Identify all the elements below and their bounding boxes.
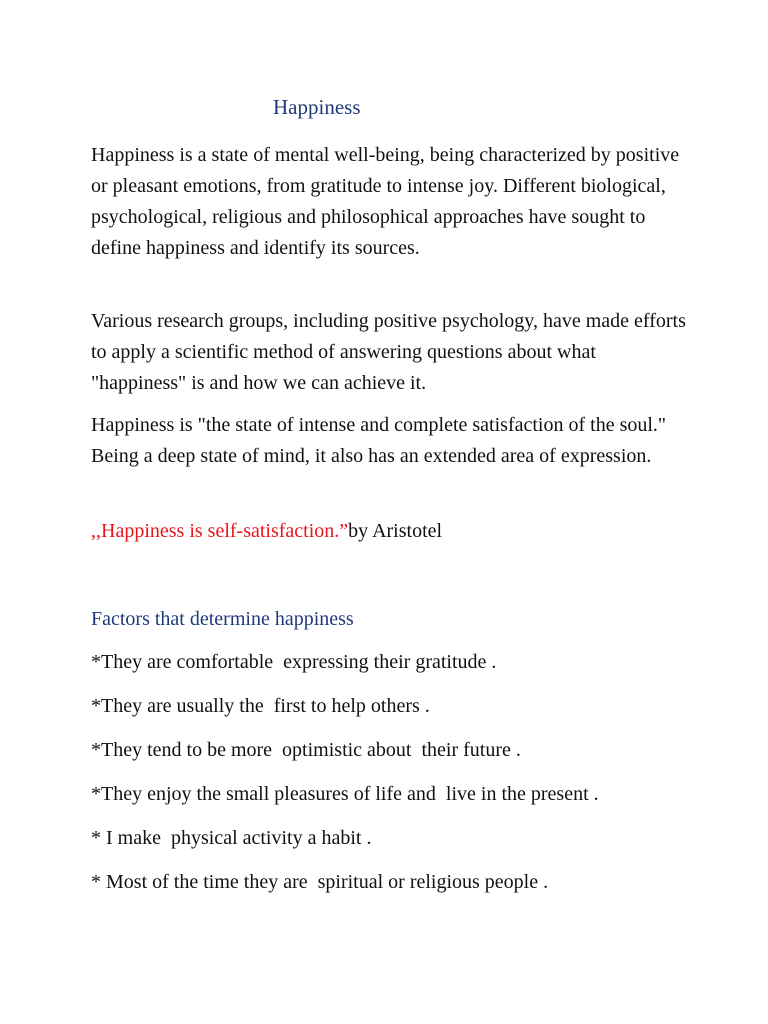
paragraph-definition: Happiness is a state of mental well-being, being characterized by positive or pleasant emotions, from gratitude to intense joy. Different biological, psychological, religious and philosophical approaches have sought to define happiness and identify its sources. <box>91 144 680 259</box>
factor-item: *They enjoy the small pleasures of life and live in the present . <box>91 783 599 805</box>
document-title: Happiness <box>273 95 361 119</box>
factor-item: * I make physical activity a habit . <box>91 827 372 849</box>
factor-item: *They tend to be more optimistic about their future . <box>91 739 521 761</box>
quote-attribution: by Aristotel <box>348 520 443 542</box>
quote-text: ,,Happiness is self-satisfaction.” <box>91 520 349 542</box>
aristotle-quote <box>91 516 442 547</box>
factors-heading: Factors that determine happiness <box>91 608 354 630</box>
factor-item: *They are comfortable expressing their gratitude . <box>91 651 497 673</box>
factor-item: *They are usually the first to help others . <box>91 695 430 717</box>
factor-item: * Most of the time they are spiritual or religious people . <box>91 871 549 893</box>
paragraph-state-of-soul: Happiness is "the state of intense and complete satisfaction of the soul." Being a deep state of mind, it also has an extended area of expression. <box>91 414 667 467</box>
paragraph-research: Various research groups, including positive psychology, have made efforts to apply a scientific method of answering questions about what "happiness" is and how we can achieve it. <box>91 310 686 394</box>
